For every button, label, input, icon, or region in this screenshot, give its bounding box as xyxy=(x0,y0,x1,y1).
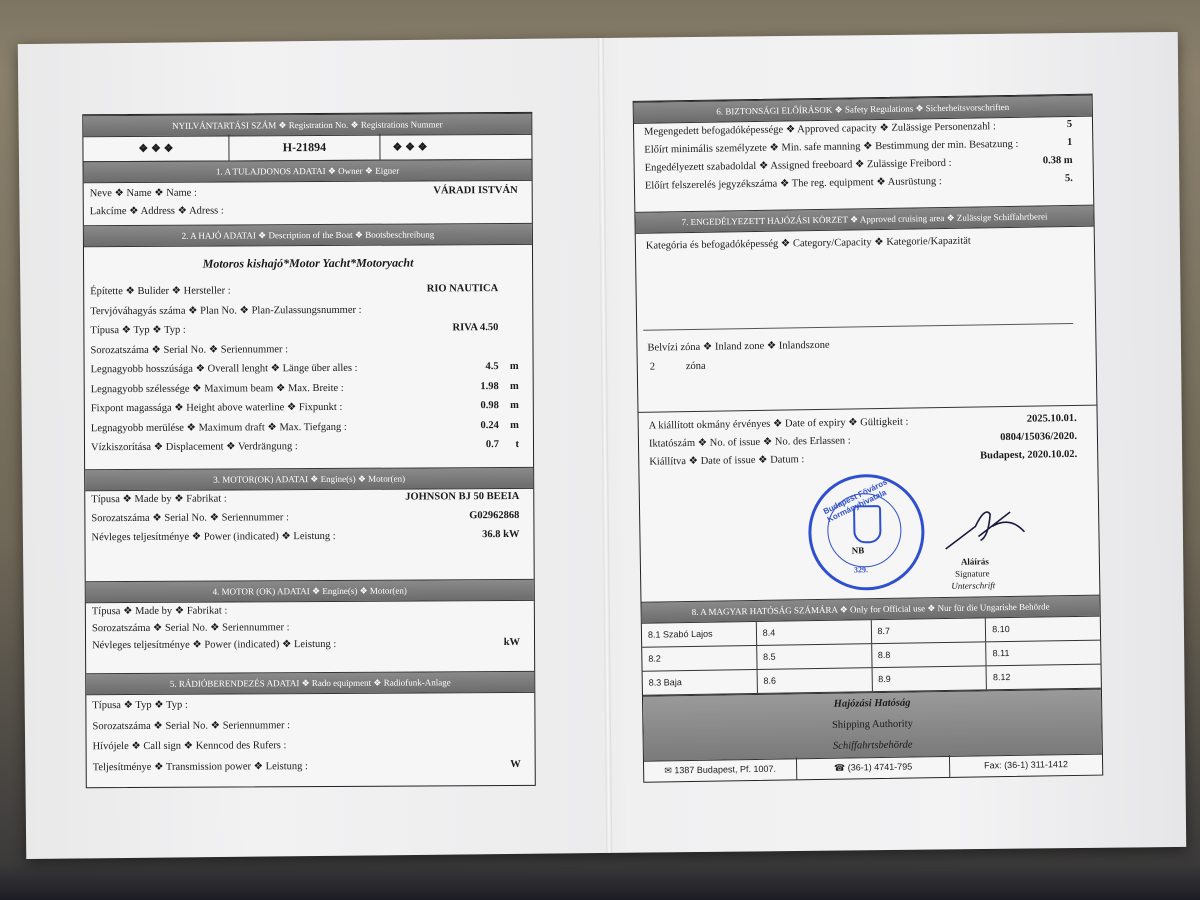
validity-spec-value: 2025.10.01. xyxy=(1026,412,1077,425)
engine1-spec-value: 36.8 kW xyxy=(482,528,520,541)
booklet-paper xyxy=(18,32,1186,859)
official-grid-cell: 8.9 xyxy=(872,666,987,691)
boat-spec-unit: m xyxy=(509,360,519,373)
engine2-spec-label: Típusa ❖ Made by ❖ Fabrikat : xyxy=(91,605,228,618)
engine1-spec-row xyxy=(85,528,533,544)
left-page xyxy=(82,112,536,788)
official-grid xyxy=(642,617,1101,696)
official-grid-cell: 8.2 xyxy=(642,646,757,671)
validity-spec-row xyxy=(639,448,1097,468)
boat-spec-label: Építette ❖ Bulider ❖ Hersteller : xyxy=(90,285,231,298)
official-grid-cell: 8.11 xyxy=(992,648,1010,659)
registration-header: NYILVÁNTARTÁSI SZÁM ❖ Registration No. ❖ Registrations Nummer xyxy=(83,113,531,137)
footer-phone: ☎ (36-1) 4741-795 xyxy=(797,755,950,779)
boat-spec-row xyxy=(84,283,532,298)
boat-spec-unit: m xyxy=(509,380,519,392)
boat-spec-unit: m xyxy=(510,419,519,431)
section-8-header: 8. A MAGYAR HATÓSÁG SZÁMÁRA ❖ Only for Official use ❖ Nur für die Ungarishe Behörde xyxy=(641,595,1099,624)
official-grid-cell: 8.8 xyxy=(872,642,987,667)
boat-spec-value: 0.24 xyxy=(480,419,499,431)
boat-spec-label: Legnagyobb hosszúsága ❖ Overall lenght ❖ Länge über alles : xyxy=(90,362,358,376)
section-2-header: 2. A HAJÓ ADATAI ❖ Description of the Boat ❖ Bootsbeschreibung xyxy=(84,223,532,247)
footer-address: ✉ 1387 Budapest, Pf. 1007. xyxy=(644,757,797,781)
radio-spec-row xyxy=(87,758,535,773)
section-1-header: 1. A TULAJDONOS ADATAI ❖ Owner ❖ Eigner xyxy=(84,159,532,183)
radio-spec-value: W xyxy=(510,758,521,770)
official-grid-cell: 8.1 Szabó Lajos xyxy=(642,622,757,647)
validity-divider xyxy=(638,405,1096,413)
safety-spec-value: 1 xyxy=(1066,136,1073,149)
engine2-spec-row xyxy=(86,603,534,618)
footer-fax: Fax: (36-1) 311-1412 xyxy=(984,759,1069,771)
boat-spec-label: Tervjóváhagyás száma ❖ Plan No. ❖ Plan-Zulassungsnummer : xyxy=(90,304,362,317)
engine2-spec-row xyxy=(86,636,534,652)
radio-spec-row xyxy=(86,697,534,712)
safety-spec-value: 0.38 m xyxy=(1042,154,1073,167)
validity-spec-label: Iktatószám ❖ No. of issue ❖ No. des Erlassen : xyxy=(648,435,851,450)
engine1-spec-label: Típusa ❖ Made by ❖ Fabrikat : xyxy=(91,493,227,506)
signature-label-de: Unterschrift xyxy=(951,580,996,591)
section-6-header: 6. BIZTONSÁGI ELŐÍRÁSOK ❖ Safety Regulations ❖ Sicherheitsvorschriften xyxy=(634,95,1092,124)
validity-spec-value: Budapest, 2020.10.02. xyxy=(980,448,1078,462)
engine2-spec-row xyxy=(86,620,534,635)
boat-spec-value: RIO NAUTICA xyxy=(426,283,499,295)
engine2-spec-label: Névleges teljesítménye ❖ Power (indicated) ❖ Leistung : xyxy=(92,638,337,652)
safety-spec-row xyxy=(634,136,1092,156)
boat-spec-row xyxy=(85,380,533,395)
section-7-header: 7. ENGEDÉLYEZETT HAJÓZÁSI KÖRZET ❖ Approved cruising area ❖ Zulässige Schiffahrtberei xyxy=(635,205,1093,234)
category-line xyxy=(643,323,1073,331)
safety-spec-row xyxy=(635,154,1093,174)
right-page xyxy=(633,94,1104,783)
boat-spec-label: Sorozatszáma ❖ Serial No. ❖ Seriennummer : xyxy=(90,343,289,356)
signature-label-hu: Aláírás xyxy=(960,556,989,567)
official-grid-cell: 8.12 xyxy=(992,672,1011,683)
engine1-spec-label: Sorozatszáma ❖ Serial No. ❖ Seriennummer : xyxy=(91,512,289,525)
official-grid-cell: 8.3 Baja xyxy=(643,670,758,695)
official-grid-cell: 8.5 xyxy=(757,644,872,669)
boat-spec-label: Legnagyobb merülése ❖ Maximum draft ❖ Max. Tiefgang : xyxy=(90,421,347,434)
boat-spec-label: Fixpont magassága ❖ Height above waterline ❖ Fixpunkt : xyxy=(90,401,343,415)
category-label: Kategória és befogadóképesség ❖ Category/Capacity ❖ Kategorie/Kapazität xyxy=(645,235,971,252)
reg-stars-right: ❖ ❖ ❖ xyxy=(392,140,428,154)
radio-spec-row xyxy=(87,738,535,753)
section-4-header: 4. MOTOR (OK) ADATAI ❖ Engine(s) ❖ Motor(en) xyxy=(86,579,534,603)
boat-spec-value: 4.5 xyxy=(485,361,499,373)
zone-word: zóna xyxy=(685,360,706,373)
boat-type-title: Motoros kishajó*Motor Yacht*Motoryacht xyxy=(202,255,414,271)
safety-spec-row xyxy=(635,172,1093,192)
official-grid-cell: 8.4 xyxy=(757,620,872,645)
boat-spec-row xyxy=(85,419,533,434)
boat-spec-label: Típusa ❖ Typ ❖ Typ : xyxy=(90,324,186,337)
boat-spec-value: 0.98 xyxy=(480,400,499,412)
boat-spec-unit: m xyxy=(510,399,519,412)
safety-spec-label: Előírt felszerelés jegyzékszáma ❖ The reg. equipment ❖ Ausrüstung : xyxy=(644,176,942,192)
radio-spec-row xyxy=(86,717,534,732)
radio-spec-label: Típusa ❖ Typ ❖ Typ : xyxy=(92,699,188,712)
inland-zone-label: Belvízi zóna ❖ Inland zone ❖ Inlandszone xyxy=(647,339,830,354)
engine1-spec-value: G02962868 xyxy=(469,509,520,522)
engine1-spec-row xyxy=(85,490,533,506)
safety-spec-value: 5. xyxy=(1064,172,1073,185)
authority-block xyxy=(643,689,1102,762)
signature-block xyxy=(940,496,1031,591)
safety-spec-label: Engedélyezett szabadoldal ❖ Assigned freeboard ❖ Zulässige Freibord : xyxy=(644,157,952,174)
validity-spec-label: A kiállított okmány érvényes ❖ Date of expiry ❖ Gültigkeit : xyxy=(648,416,909,432)
authority-en: Shipping Authority xyxy=(831,718,913,731)
hungarian-crest-icon xyxy=(853,505,882,543)
boat-spec-value: 0.7 xyxy=(485,439,500,451)
registration-number: H-21894 xyxy=(229,134,380,161)
engine2-spec-value: kW xyxy=(503,636,521,649)
boat-spec-row xyxy=(84,322,532,337)
owner-name: VÁRADI ISTVÁN xyxy=(433,184,518,197)
boat-spec-value: RIVA 4.50 xyxy=(452,322,499,334)
boat-spec-label: Legnagyobb szélessége ❖ Maximum beam ❖ Max. Breite : xyxy=(90,382,344,395)
boat-spec-row xyxy=(85,360,533,376)
zone-number: 2 xyxy=(649,361,656,373)
section-3-header: 3. MOTOR(OK) ADATAI ❖ Engine(s) ❖ Motor(en) xyxy=(85,467,533,491)
radio-spec-label: Teljesítménye ❖ Transmission power ❖ Leistung : xyxy=(92,760,308,773)
engine2-spec-label: Sorozatszáma ❖ Serial No. ❖ Seriennummer : xyxy=(91,622,290,635)
authority-hu: Hajózási Hatóság xyxy=(833,697,911,710)
owner-address-label: Lakcíme ❖ Address ❖ Adress : xyxy=(89,205,224,218)
boat-spec-row xyxy=(84,302,532,317)
radio-spec-label: Hívójele ❖ Call sign ❖ Kenncod des Rufers : xyxy=(92,740,287,753)
center-fold xyxy=(598,38,613,853)
official-grid-cell: 8.10 xyxy=(992,624,1010,635)
authority-de: Schiffahrtsbehörde xyxy=(832,739,913,752)
safety-spec-value: 5 xyxy=(1066,118,1073,131)
signature-label-en: Signature xyxy=(955,568,990,579)
official-grid-cell: 8.7 xyxy=(871,618,986,643)
stamp-number: 329. xyxy=(853,565,869,575)
boat-spec-row xyxy=(84,341,532,356)
registration-box xyxy=(83,133,531,162)
validity-spec-row xyxy=(639,430,1097,450)
official-grid-cell: 8.6 xyxy=(757,668,872,693)
boat-spec-value: 1.98 xyxy=(480,380,499,392)
signature-scribble-icon xyxy=(940,496,1031,557)
boat-spec-label: Vízkiszorítása ❖ Displacement ❖ Verdrängung : xyxy=(90,441,298,454)
reg-stars-left: ❖ ❖ ❖ xyxy=(83,134,229,161)
official-stamp xyxy=(808,473,926,591)
engine1-spec-value: JOHNSON BJ 50 BEEIA xyxy=(405,490,520,503)
section-5-header: 5. RÁDIÓBERENDEZÉS ADATAI ❖ Rado equipment ❖ Radiofunk-Anlage xyxy=(86,671,534,695)
engine1-spec-row xyxy=(85,509,533,525)
safety-spec-label: Előírt minimális személyzete ❖ Min. safe manning ❖ Bestimmung der min. Besatzung : xyxy=(644,138,1019,156)
radio-spec-label: Sorozatszáma ❖ Serial No. ❖ Seriennummer : xyxy=(92,719,291,732)
boat-spec-unit: t xyxy=(515,438,520,450)
boat-spec-row xyxy=(85,399,533,415)
validity-spec-row xyxy=(639,412,1097,432)
validity-spec-value: 0804/15036/2020. xyxy=(1000,430,1078,444)
boat-spec-row xyxy=(85,438,533,454)
engine1-spec-label: Névleges teljesítménye ❖ Power (indicated) ❖ Leistung : xyxy=(91,530,336,544)
owner-name-label: Neve ❖ Name ❖ Name : xyxy=(89,187,197,200)
stamp-top-text: Budapest Főváros Kormányhivatala xyxy=(821,477,889,525)
validity-spec-label: Kiállítva ❖ Date of issue ❖ Datum : xyxy=(649,454,805,468)
safety-spec-label: Megengedett befogadóképessége ❖ Approved capacity ❖ Zulässige Personenzahl : xyxy=(644,121,996,138)
stamp-initials: NB xyxy=(851,545,865,556)
